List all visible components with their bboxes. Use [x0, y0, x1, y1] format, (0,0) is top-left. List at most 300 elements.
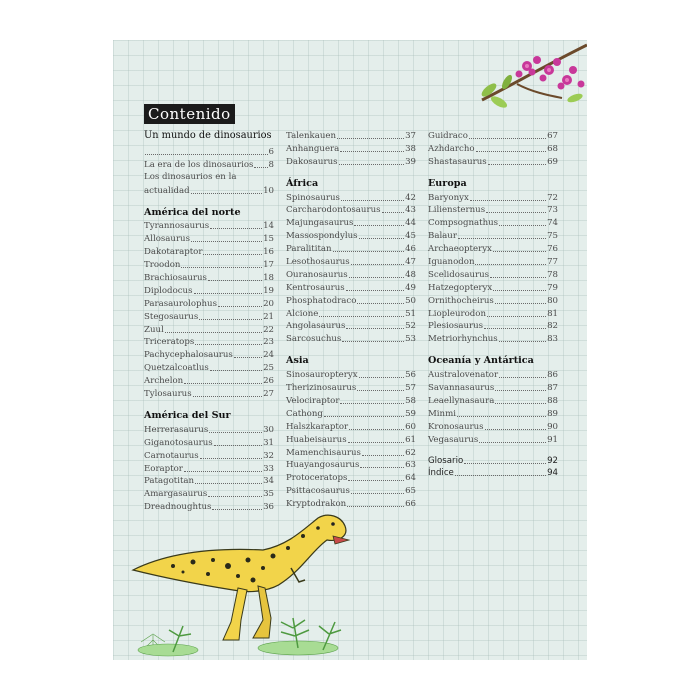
- toc-page-number: 34: [263, 476, 274, 487]
- toc-entry-label: Shastasaurus: [428, 156, 487, 167]
- dot-leader: [203, 254, 262, 255]
- dot-leader: [495, 390, 546, 391]
- dot-leader: [493, 251, 546, 252]
- toc-entry[interactable]: [428, 433, 558, 446]
- dot-leader: [351, 493, 404, 494]
- toc-entry-label: Hatzegopteryx: [428, 282, 493, 293]
- toc-entry[interactable]: [144, 436, 274, 449]
- section-heading: Oceanía y Antártica: [428, 355, 534, 367]
- dot-leader: [184, 471, 262, 472]
- toc-entry[interactable]: [428, 420, 558, 433]
- toc-entry-label: Huayangosaurus: [286, 460, 360, 471]
- toc-entry[interactable]: [286, 294, 416, 307]
- toc-entry-label: Balaur: [428, 231, 457, 242]
- toc-entry[interactable]: [286, 242, 416, 255]
- toc-page-number: 66: [405, 499, 416, 510]
- dinosaur-illustration: [113, 510, 353, 660]
- toc-entry[interactable]: [428, 394, 558, 407]
- dot-leader: [342, 341, 404, 342]
- toc-entry[interactable]: [286, 191, 416, 204]
- dot-leader: [495, 403, 546, 404]
- toc-page-number: 19: [263, 285, 274, 296]
- dot-leader: [464, 463, 546, 464]
- dot-leader: [199, 319, 262, 320]
- dot-leader: [181, 267, 262, 268]
- toc-entry[interactable]: [286, 407, 416, 420]
- dot-leader: [487, 316, 546, 317]
- toc-page-number: 83: [547, 334, 558, 345]
- toc-entry-label: Pachycephalosaurus: [144, 350, 233, 361]
- toc-page-number: 42: [405, 192, 416, 203]
- dot-leader: [493, 290, 546, 291]
- toc-entry-label: Triceratops: [144, 337, 195, 348]
- toc-entry[interactable]: [286, 204, 416, 217]
- toc-page-number: 74: [547, 218, 558, 229]
- toc-entry-label: Huabeisaurus: [286, 434, 347, 445]
- toc-page-number: 78: [547, 269, 558, 280]
- toc-entry[interactable]: [286, 307, 416, 320]
- toc-page-number: 10: [263, 185, 274, 196]
- toc-entry-label: Mamenchisaurus: [286, 447, 361, 458]
- toc-entry-label: Brachiosaurus: [144, 273, 207, 284]
- toc-entry[interactable]: [286, 281, 416, 294]
- toc-page-number: 58: [405, 396, 416, 407]
- toc-page-number: 31: [263, 437, 274, 448]
- toc-entry[interactable]: [428, 268, 558, 281]
- toc-entry[interactable]: [428, 332, 558, 345]
- toc-entry[interactable]: [286, 229, 416, 242]
- toc-page-number: 50: [405, 295, 416, 306]
- toc-entry[interactable]: [144, 323, 274, 336]
- toc-page-number: 67: [547, 130, 558, 141]
- toc-page-number: 64: [405, 473, 416, 484]
- toc-entry-label: Spinosaurus: [286, 192, 340, 203]
- toc-page-number: 21: [263, 311, 274, 322]
- toc-entry[interactable]: [428, 467, 558, 480]
- toc-page-number: 16: [263, 247, 274, 258]
- dot-leader: [210, 228, 262, 229]
- toc-entry-label: Therizinosaurus: [286, 383, 357, 394]
- toc-entry[interactable]: [144, 310, 274, 323]
- toc-page-number: 80: [547, 295, 558, 306]
- toc-entry[interactable]: [144, 158, 274, 171]
- toc-entry[interactable]: [144, 271, 274, 284]
- toc-entry-label: Phosphatodraco: [286, 295, 357, 306]
- toc-page-number: 27: [263, 389, 274, 400]
- toc-entry-label: Sarcosuchus: [286, 334, 342, 345]
- dot-leader: [324, 416, 404, 417]
- toc-entry-label: Velociraptor: [286, 396, 340, 407]
- dot-leader: [319, 316, 404, 317]
- toc-entry-label: Stegosaurus: [144, 311, 199, 322]
- toc-entry[interactable]: [144, 487, 274, 500]
- dot-leader: [194, 293, 263, 294]
- toc-page-number: 33: [263, 463, 274, 474]
- toc-entry-label: La era de los dinosaurios: [144, 159, 254, 170]
- toc-entry[interactable]: [144, 361, 274, 374]
- dot-leader: [360, 467, 404, 468]
- toc-entry[interactable]: [144, 284, 274, 297]
- toc-entry-label: Amargasaurus: [144, 489, 208, 500]
- toc-entry[interactable]: [286, 155, 416, 168]
- dot-leader: [191, 193, 262, 194]
- toc-entry[interactable]: [428, 381, 558, 394]
- dot-leader: [475, 264, 546, 265]
- toc-entry-label: Sinosauropteryx: [286, 370, 358, 381]
- toc-entry-label: Protoceratops: [286, 473, 348, 484]
- toc-page-number: 23: [263, 337, 274, 348]
- toc-entry[interactable]: [428, 320, 558, 333]
- toc-page-number: 89: [547, 408, 558, 419]
- toc-page-number: 60: [405, 421, 416, 432]
- dot-leader: [209, 432, 262, 433]
- toc-entry-label: Allosaurus: [144, 234, 190, 245]
- toc-page-number: 6: [268, 146, 274, 157]
- toc-page-number: 79: [547, 282, 558, 293]
- dot-leader: [479, 442, 546, 443]
- toc-entry[interactable]: [428, 229, 558, 242]
- dot-leader: [208, 496, 262, 497]
- toc-entry-label: Iguanodon: [428, 257, 475, 268]
- dot-leader: [191, 241, 262, 242]
- toc-entry-label: Kentrosaurus: [286, 282, 345, 293]
- toc-entry[interactable]: [428, 307, 558, 320]
- dot-leader: [484, 328, 546, 329]
- toc-page-number: 82: [547, 321, 558, 332]
- section-spacer: [286, 345, 416, 353]
- section-spacer: [428, 345, 558, 353]
- toc-entry[interactable]: [286, 459, 416, 472]
- toc-entry[interactable]: [286, 320, 416, 333]
- toc-page-number: 15: [263, 234, 274, 245]
- toc-page-number: 56: [405, 370, 416, 381]
- toc-entry-label: Majungasaurus: [286, 218, 354, 229]
- toc-page-number: 32: [263, 450, 274, 461]
- toc-entry-label: Cathong: [286, 408, 323, 419]
- toc-page-number: 63: [405, 460, 416, 471]
- toc-entry-label: Archaeopteryx: [428, 244, 492, 255]
- toc-entry[interactable]: [144, 374, 274, 387]
- toc-entry[interactable]: [144, 297, 274, 310]
- toc-entry[interactable]: [428, 255, 558, 268]
- dot-leader: [349, 429, 404, 430]
- toc-entry[interactable]: [144, 348, 274, 361]
- dot-leader: [470, 200, 546, 201]
- toc-page-number: 88: [547, 396, 558, 407]
- toc-page-number: 75: [547, 231, 558, 242]
- toc-page-number: 57: [405, 383, 416, 394]
- toc-entry[interactable]: [428, 204, 558, 217]
- toc-entry-label: Tylosaurus: [144, 389, 192, 400]
- dot-leader: [357, 303, 404, 304]
- toc-page-number: 81: [547, 308, 558, 319]
- toc-entry[interactable]: [428, 294, 558, 307]
- toc-entry[interactable]: [286, 332, 416, 345]
- dot-leader: [382, 212, 405, 213]
- toc-page-number: 87: [547, 383, 558, 394]
- toc-page-number: 61: [405, 434, 416, 445]
- toc-entry[interactable]: [428, 454, 558, 467]
- toc-entry-label: Kronosaurus: [428, 421, 484, 432]
- toc-page-number: 38: [405, 143, 416, 154]
- toc-entry-label: Plesiosaurus: [428, 321, 484, 332]
- toc-entry-label: Psittacosaurus: [286, 486, 350, 497]
- toc-entry[interactable]: [144, 220, 274, 233]
- toc-page-number: 35: [263, 489, 274, 500]
- dot-leader: [195, 483, 262, 484]
- dot-leader: [145, 154, 268, 155]
- toc-entry-label: Troodon: [144, 260, 181, 271]
- toc-entry-label: Kryptodrakon: [286, 499, 347, 510]
- toc-page-number: 43: [405, 205, 416, 216]
- toc-page-number: 25: [263, 363, 274, 374]
- toc-page-number: 52: [405, 321, 416, 332]
- toc-entry[interactable]: [144, 423, 274, 436]
- toc-entry-label: Archelon: [144, 376, 184, 387]
- toc-entry-label: actualidad: [144, 185, 190, 196]
- dot-leader: [193, 396, 262, 397]
- toc-entry[interactable]: [428, 407, 558, 420]
- dot-leader: [214, 445, 262, 446]
- toc-entry[interactable]: [286, 368, 416, 381]
- dot-leader: [354, 225, 404, 226]
- toc-entry[interactable]: [144, 232, 274, 245]
- toc-entry[interactable]: [286, 446, 416, 459]
- toc-entry-label: Carnotaurus: [144, 450, 199, 461]
- dot-leader: [359, 238, 404, 239]
- toc-page-number: 26: [263, 376, 274, 387]
- dot-leader: [339, 164, 405, 165]
- toc-entry-label: Giganotosaurus: [144, 437, 213, 448]
- dot-leader: [348, 442, 404, 443]
- toc-entry[interactable]: [286, 142, 416, 155]
- toc-entry[interactable]: [428, 242, 558, 255]
- dot-leader: [184, 383, 262, 384]
- toc-entry-label: Angolasaurus: [286, 321, 346, 332]
- dot-leader: [469, 138, 546, 139]
- toc-entry[interactable]: [144, 145, 274, 158]
- toc-page-number: 17: [263, 260, 274, 271]
- dot-leader: [455, 475, 546, 476]
- toc-page-number: 49: [405, 282, 416, 293]
- toc-entry-label: Azhdarcho: [428, 143, 475, 154]
- dot-leader: [457, 416, 546, 417]
- toc-entry[interactable]: [144, 258, 274, 271]
- toc-page-number: 22: [263, 324, 274, 335]
- dot-leader: [476, 151, 547, 152]
- section-heading: América del Sur: [144, 410, 231, 422]
- toc-entry-label: Australovenator: [428, 370, 499, 381]
- section-heading: Asia: [286, 355, 309, 367]
- dot-leader: [362, 455, 404, 456]
- toc-entry[interactable]: [144, 184, 274, 197]
- dot-leader: [341, 200, 404, 201]
- toc-column-2: [286, 129, 416, 510]
- toc-page-number: 77: [547, 257, 558, 268]
- toc-page-number: 44: [405, 218, 416, 229]
- toc-entry-label: Patagotitan: [144, 476, 195, 487]
- toc-entry-label: Tyrannosaurus: [144, 221, 210, 232]
- section-heading: Europa: [428, 177, 467, 189]
- toc-page-number: 62: [405, 447, 416, 458]
- dot-leader: [499, 341, 546, 342]
- toc-page-number: 59: [405, 408, 416, 419]
- toc-page-number: 48: [405, 269, 416, 280]
- toc-page-number: 47: [405, 257, 416, 268]
- toc-entry-label: Carcharodontosaurus: [286, 205, 381, 216]
- toc-page-number: 18: [263, 273, 274, 284]
- dot-leader: [485, 429, 547, 430]
- toc-entry[interactable]: [428, 368, 558, 381]
- dot-leader: [495, 303, 546, 304]
- toc-entry-label: Glosario: [428, 455, 464, 466]
- dinosaur-body: [133, 515, 346, 591]
- dot-leader: [357, 390, 404, 391]
- toc-entry-label: Herrerasaurus: [144, 424, 209, 435]
- toc-entry-label: Dakosaurus: [286, 156, 338, 167]
- toc-entry-label: Diplodocus: [144, 285, 193, 296]
- toc-page-number: 14: [263, 221, 274, 232]
- dot-leader: [488, 164, 546, 165]
- toc-entry-label: Guidraco: [428, 130, 468, 141]
- toc-entry[interactable]: [286, 394, 416, 407]
- toc-entry-label: Liopleurodon: [428, 308, 486, 319]
- toc-entry[interactable]: [286, 497, 416, 510]
- toc-entry[interactable]: [144, 475, 274, 488]
- dot-leader: [346, 328, 404, 329]
- toc-page-number: 20: [263, 298, 274, 309]
- toc-entry-label: Dakotaraptor: [144, 247, 203, 258]
- section-spacer: [428, 168, 558, 176]
- toc-entry[interactable]: [428, 216, 558, 229]
- toc-page-number: 53: [405, 334, 416, 345]
- toc-column-3: [428, 129, 558, 479]
- dot-leader: [333, 251, 405, 252]
- toc-entry-label-line: Los dinosaurios en la: [144, 171, 237, 182]
- toc-entry-label: Anhanguera: [286, 143, 340, 154]
- toc-entry[interactable]: [286, 433, 416, 446]
- dot-leader: [337, 138, 404, 139]
- dot-leader: [340, 151, 404, 152]
- toc-entry-label: Halszkaraptor: [286, 421, 349, 432]
- dot-leader: [195, 344, 262, 345]
- toc-entry[interactable]: [144, 462, 274, 475]
- toc-page-number: 30: [263, 424, 274, 435]
- toc-page-number: 39: [405, 156, 416, 167]
- toc-page-number: 91: [547, 434, 558, 445]
- toc-entry[interactable]: [144, 245, 274, 258]
- toc-entry[interactable]: [286, 471, 416, 484]
- toc-entry-label: Lesothosaurus: [286, 257, 350, 268]
- toc-entry-label: Liliensternus: [428, 205, 486, 216]
- dot-leader: [218, 306, 262, 307]
- toc-entry[interactable]: [286, 268, 416, 281]
- toc-entry-label: Minmi: [428, 408, 456, 419]
- toc-entry-label: Ouranosaurus: [286, 269, 348, 280]
- toc-entry-label: Eoraptor: [144, 463, 183, 474]
- toc-entry-label: Metriorhynchus: [428, 334, 498, 345]
- toc-entry[interactable]: [428, 155, 558, 168]
- dot-leader: [349, 277, 404, 278]
- section-spacer: [286, 168, 416, 176]
- toc-entry[interactable]: [286, 420, 416, 433]
- toc-page-number: 65: [405, 486, 416, 497]
- toc-entry-label: Quetzalcoatlus: [144, 363, 209, 374]
- toc-page-number: 90: [547, 421, 558, 432]
- dot-leader: [486, 212, 546, 213]
- toc-entry[interactable]: [286, 129, 416, 142]
- toc-page-number: 73: [547, 205, 558, 216]
- toc-entry[interactable]: [428, 281, 558, 294]
- dot-leader: [499, 377, 546, 378]
- toc-page-number: 94: [547, 468, 558, 479]
- toc-entry-label: Zuul: [144, 324, 164, 335]
- page-title: Contenido: [144, 104, 235, 124]
- dot-leader: [458, 238, 546, 239]
- dot-leader: [200, 458, 262, 459]
- toc-page-number: 24: [263, 350, 274, 361]
- toc-page-number: 72: [547, 192, 558, 203]
- toc-entry[interactable]: [428, 129, 558, 142]
- section-spacer: [428, 446, 558, 454]
- section-spacer: [144, 197, 274, 205]
- toc-page-number: 45: [405, 231, 416, 242]
- toc-entry-label: Talenkauen: [286, 130, 337, 141]
- toc-entry[interactable]: [428, 142, 558, 155]
- toc-entry-label: Compsognathus: [428, 218, 499, 229]
- toc-page-number: 69: [547, 156, 558, 167]
- toc-entry[interactable]: [286, 216, 416, 229]
- section-heading: América del norte: [144, 206, 241, 218]
- section-heading: África: [286, 177, 319, 189]
- toc-page-number: 8: [268, 159, 274, 170]
- toc-entry[interactable]: [144, 387, 274, 400]
- toc-entry[interactable]: [286, 484, 416, 497]
- dot-leader: [254, 167, 267, 168]
- toc-entry[interactable]: [428, 191, 558, 204]
- toc-entry-label: Parasaurolophus: [144, 298, 218, 309]
- flowering-branch-illustration: [477, 40, 587, 110]
- toc-page-number: 68: [547, 143, 558, 154]
- toc-page-number: 92: [547, 455, 558, 466]
- toc-entry-label: Vegasaurus: [428, 434, 479, 445]
- toc-entry-label: Leaellynasaura: [428, 396, 495, 407]
- toc-page-number: 51: [405, 308, 416, 319]
- toc-entry-label: Baryonyx: [428, 192, 469, 203]
- section-spacer: [144, 400, 274, 408]
- toc-entry-label: Ornithocheirus: [428, 295, 494, 306]
- toc-page-number: 76: [547, 244, 558, 255]
- toc-entry-label: Índice: [428, 468, 454, 479]
- toc-entry[interactable]: [144, 449, 274, 462]
- toc-entry-label: Dreadnoughtus: [144, 502, 212, 513]
- toc-entry[interactable]: [286, 381, 416, 394]
- toc-page-number: 46: [405, 244, 416, 255]
- dot-leader: [499, 225, 546, 226]
- toc-column-1: [144, 129, 274, 513]
- toc-entry[interactable]: [144, 336, 274, 349]
- toc-entry[interactable]: [286, 255, 416, 268]
- dot-leader: [210, 370, 262, 371]
- toc-entry-label: Paralititan: [286, 244, 332, 255]
- section-heading: Un mundo de dinosaurios: [144, 130, 272, 141]
- toc-entry-label: Savannasaurus: [428, 383, 495, 394]
- dot-leader: [490, 277, 546, 278]
- dot-leader: [234, 357, 262, 358]
- toc-entry[interactable]: [144, 500, 274, 513]
- toc-entry-label: Scelidosaurus: [428, 269, 490, 280]
- toc-page-number: 86: [547, 370, 558, 381]
